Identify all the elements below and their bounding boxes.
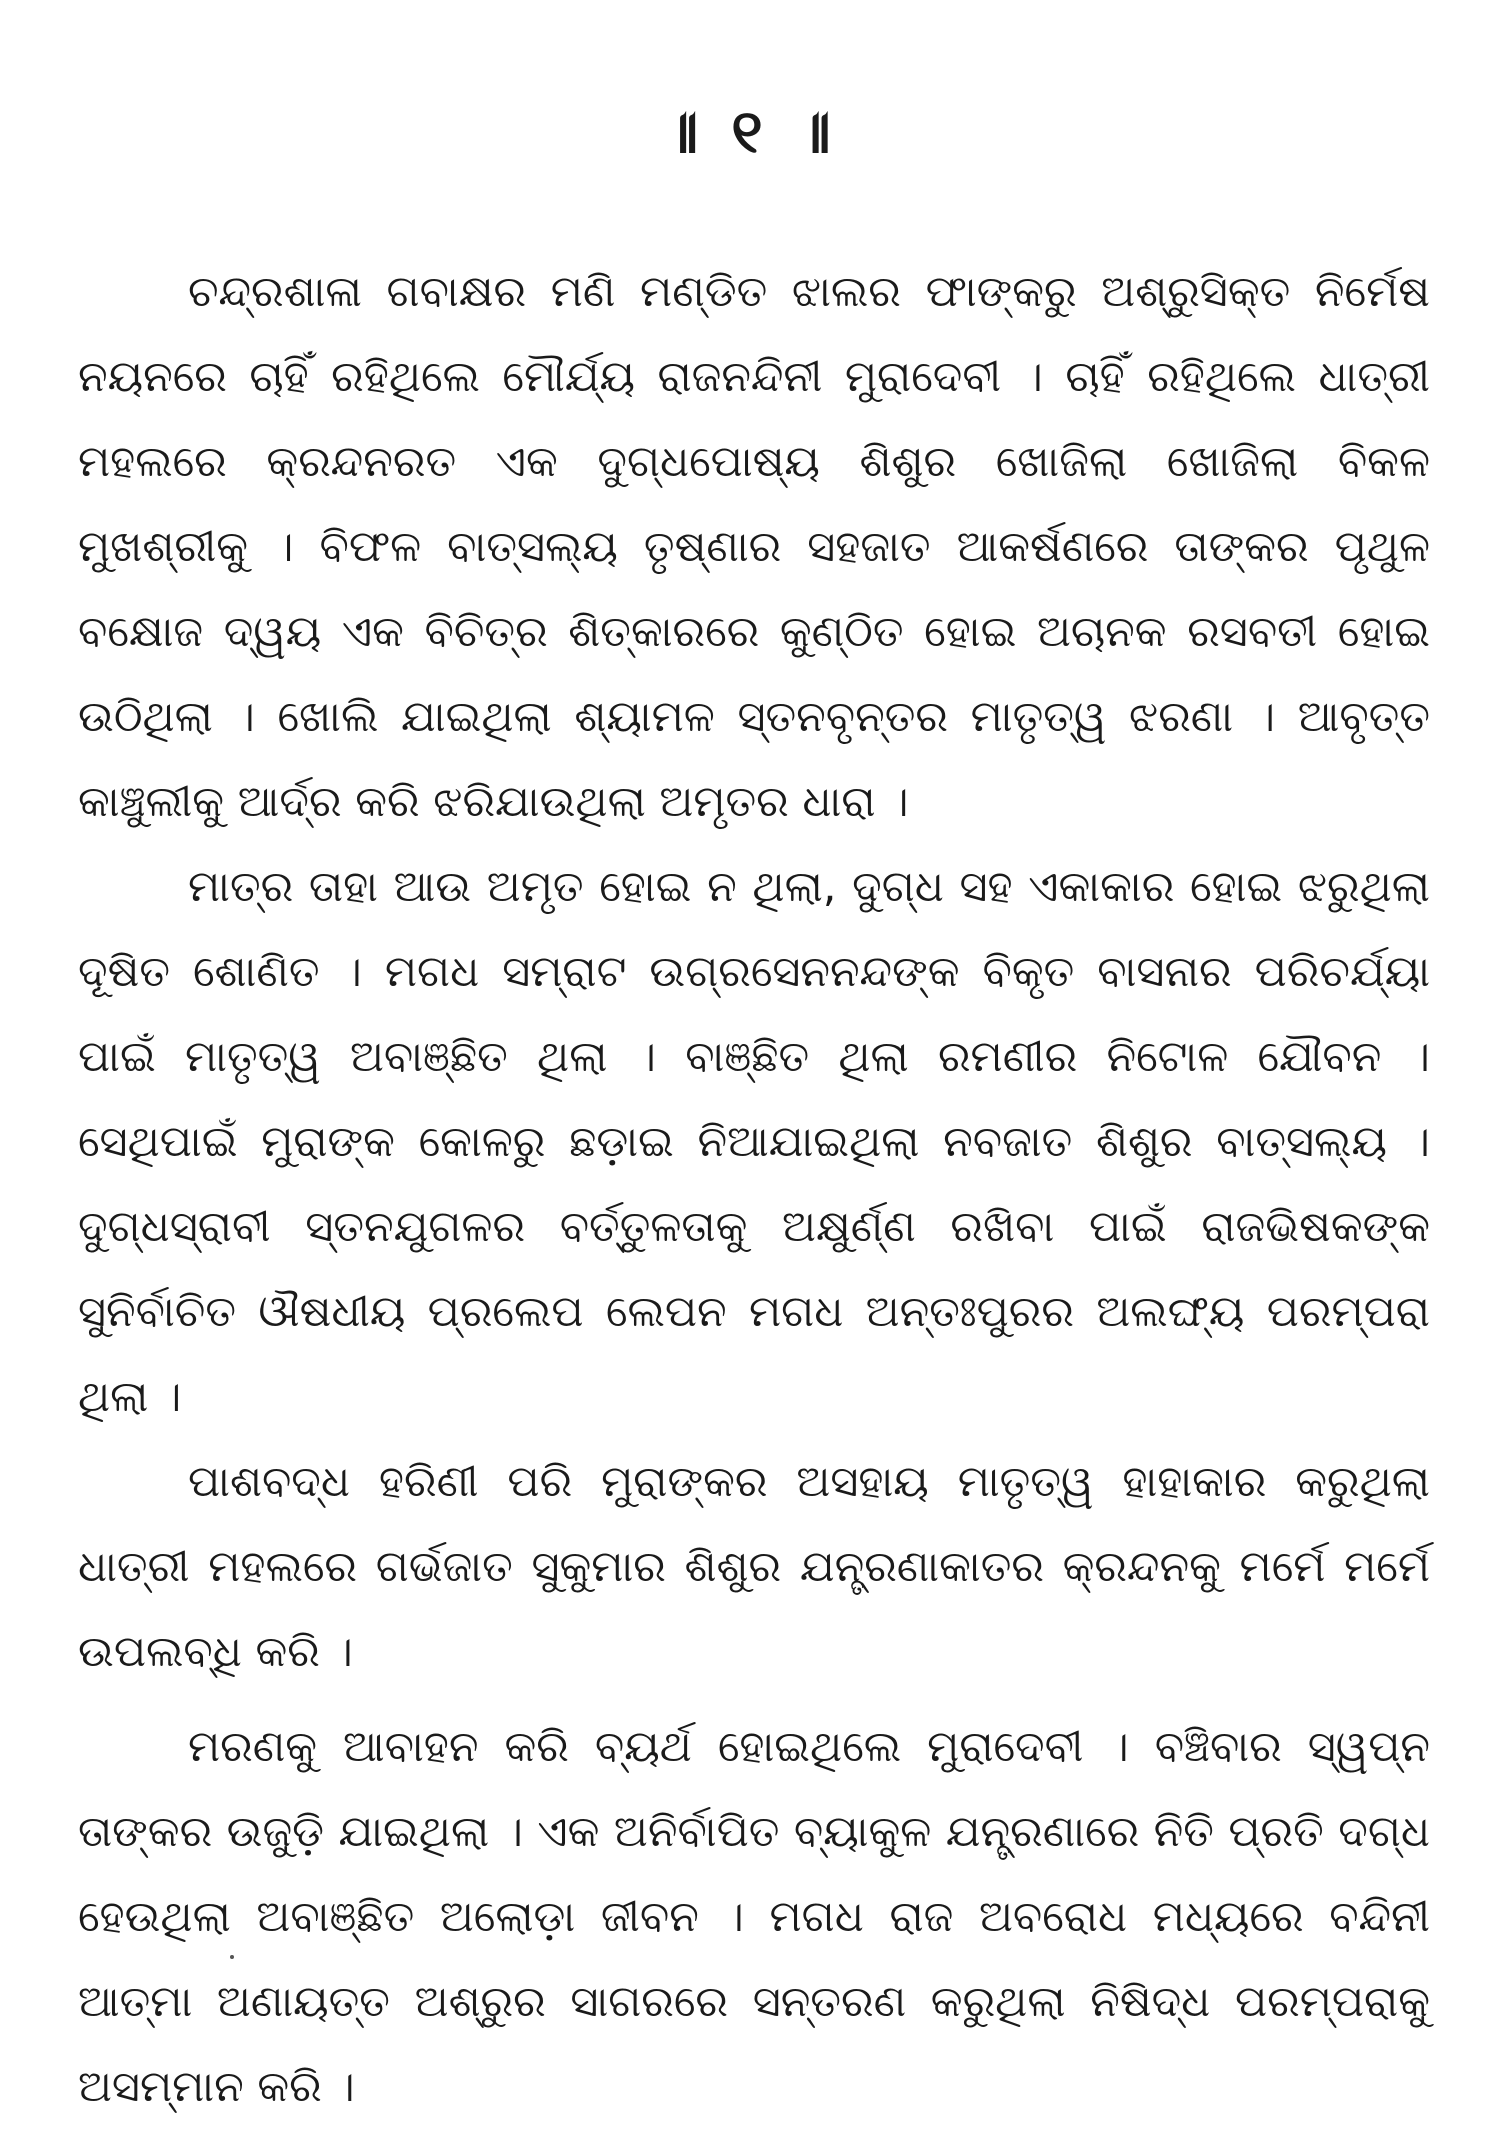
paragraph-1: ଚନ୍ଦ୍ରଶାଳା ଗବାକ୍ଷର ମଣି ମଣ୍ଡିତ ଝାଲର ଫାଙ୍କରୁ ଅଶ୍ରୁସିକ୍ତ ନିର୍ମେଷ ନୟନରେ ଚାହିଁ ରହିଥିଲେ ମୌର୍ଯ୍ୟ ରାଜନନ୍ଦିନୀ ମୁରାଦେବୀ । ଚାହିଁ ରହିଥିଲେ ଧାତ୍ରୀ ମହଲରେ କ୍ରନ୍ଦନରତ ଏକ ଦୁଗ୍ଧପୋଷ୍ୟ ଶିଶୁର ଖୋଜିଲା ଖୋଜିଲା ବିକଳ ମୁଖଶ୍ରୀକୁ । ବିଫଳ ବାତ୍ସଲ୍ୟ ତୃଷ୍ଣାର ସହଜାତ ଆକର୍ଷଣରେ ତାଙ୍କର ପୃଥୁଳ ବକ୍ଷୋଜ ଦ୍ୱୟ ଏକ ବିଚିତ୍ର ଶିତ୍କାରରେ କୁଣ୍ଠିତ ହୋଇ ଅଚାନକ ରସବତୀ ହୋଇ ଉଠିଥିଲା । ଖୋଲି ଯାଇଥିଲା ଶ୍ୟାମଳ ସ୍ତନବୃନ୍ତର ମାତୃତ୍ୱ ଝରଣା । ଆବୃତ୍ତ କାଞ୍ଚୁଲୀକୁ ଆର୍ଦ୍ର କରି ଝରିଯାଉଥିଲା ଅମୃତର ଧାରା । [78, 267, 1430, 827]
paragraph-4: ମରଣକୁ ଆବାହନ କରି ବ୍ୟର୍ଥ ହୋଇଥିଲେ ମୁରାଦେବୀ । ବଞ୍ଚିବାର ସ୍ୱପ୍ନ ତାଙ୍କର ଉଜୁଡ଼ି ଯାଇଥିଲା । ଏକ ଅନିର୍ବାପିତ ବ୍ୟାକୁଳ ଯନ୍ତ୍ରଣାରେ ନିତି ପ୍ରତି ଦଗ୍ଧ ହେଉଥିଲା ଅବାଞ୍ଛିତ ଅଲୋଡ଼ା ଜୀବନ । ମଗଧ ରାଜ ଅବରୋଧ ମଧ୍ୟରେ ବନ୍ଦିନୀ ଆତ୍ମା ଅଣାୟତ୍ତ ଅଶ୍ରୁର ସାଗରରେ ସନ୍ତରଣ କରୁଥିଲା ନିଷିଦ୍ଧ ପରମ୍ପରାକୁ ଅସମ୍ମାନ କରି । [78, 1722, 1430, 2112]
paragraph-2: ମାତ୍ର ତାହା ଆଉ ଅମୃତ ହୋଇ ନ ଥିଲା, ଦୁଗ୍ଧ ସହ ଏକାକାର ହୋଇ ଝରୁଥିଲା ଦୂଷିତ ଶୋଣିତ । ମଗଧ ସମ୍ରାଟ ଉଗ୍ରସେନନନ୍ଦଙ୍କ ବିକୃତ ବାସନାର ପରିଚର୍ଯ୍ୟା ପାଇଁ ମାତୃତ୍ୱ ଅବାଞ୍ଛିତ ଥିଲା । ବାଞ୍ଛିତ ଥିଲା ରମଣୀର ନିଟୋଳ ଯୌବନ । ସେଥିପାଇଁ ମୁରାଙ୍କ କୋଳରୁ ଛଡ଼ାଇ ନିଆଯାଇଥିଲା ନବଜାତ ଶିଶୁର ବାତ୍ସଲ୍ୟ । ଦୁଗ୍ଧସ୍ରାବୀ ସ୍ତନଯୁଗଳର ବର୍ତ୍ତୁଳତାକୁ ଅକ୍ଷୁର୍ଣ୍ଣ ରଖିବା ପାଇଁ ରାଜଭିଷକଙ୍କ ସୁନିର୍ବାଚିତ ଔଷଧୀୟ ପ୍ରଲେପ ଲେପନ ମଗଧ ଅନ୍ତଃପୁରର ଅଲଙ୍ଘ୍ୟ ପରମ୍ପରା ଥିଲା । [78, 862, 1430, 1422]
body-text [78, 250, 1430, 2130]
paragraph-3: ପାଶବଦ୍ଧ ହରିଣୀ ପରି ମୁରାଙ୍କର ଅସହାୟ ମାତୃତ୍ୱ ହାହାକାର କରୁଥିଲା ଧାତ୍ରୀ ମହଲରେ ଗର୍ଭଜାତ ସୁକୁମାର ଶିଶୁର ଯନ୍ତ୍ରଣାକାତର କ୍ରନ୍ଦନକୁ ମର୍ମେ ମର୍ମେ ଉପଲବ୍ଧି କରି । [78, 1457, 1430, 1677]
ink-speck [230, 1955, 234, 1959]
chapter-heading: ॥ ୧ ॥ [663, 97, 837, 167]
